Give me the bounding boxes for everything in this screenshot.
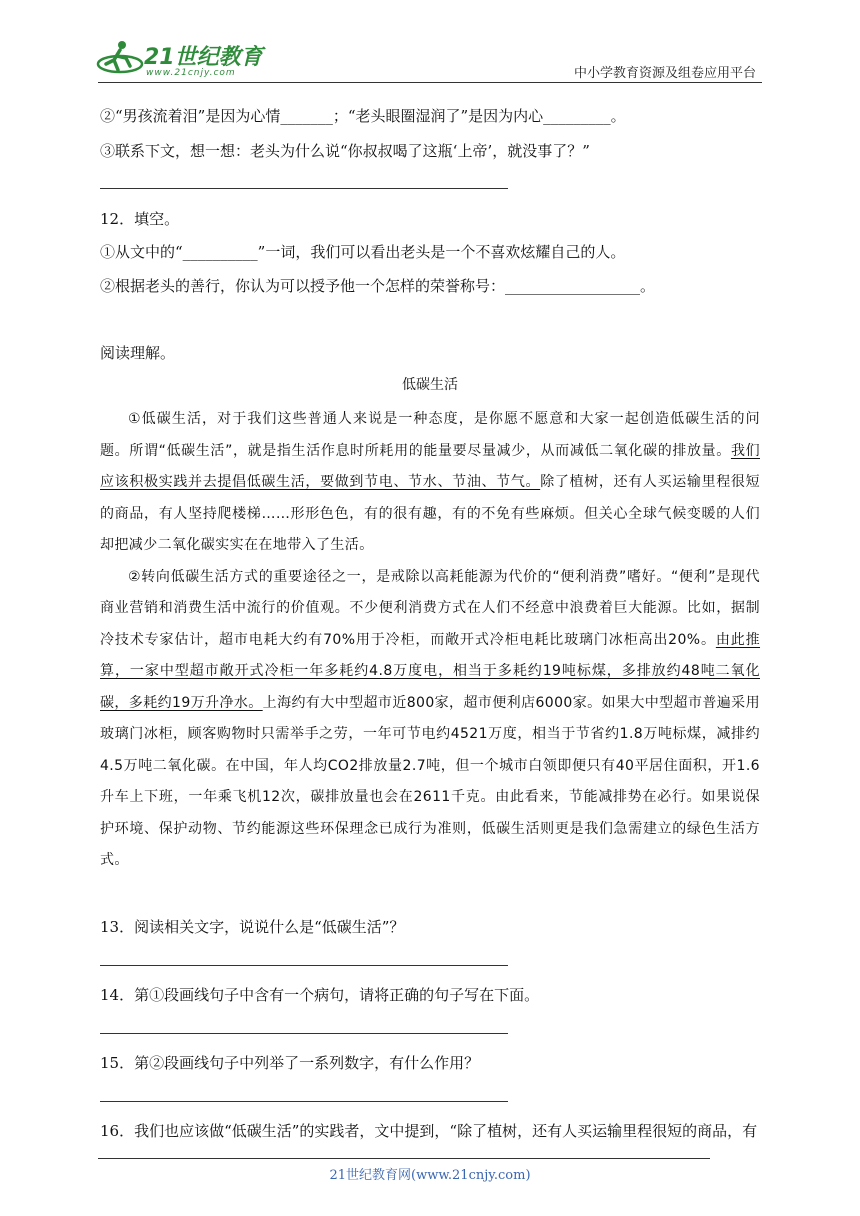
p1-text-b: 除了植树，还有人买运输里程很短的商品，有人坚持爬楼梯……形形色色，有的很有趣，有的不免有些麻烦。但关心全球气候变暖的人们却把减少二氧化碳实实在在地带入了生活。 <box>100 474 761 553</box>
p1-text-a: ①低碳生活，对于我们这些普通人来说是一种态度，是你愿不愿意和大家一起创造低碳生活的问题。所谓“低碳生活”，就是指生活作息时所耗用的能量要尽量减少，从而减低二氧化碳的排放量。 <box>100 411 760 459</box>
answer-line-q13 <box>100 965 508 966</box>
footer-rule <box>98 1158 710 1159</box>
p1-underlined-sentence: 我们应该积极实践并去提倡低碳生活，要做到节电、节水、节油、节气。 <box>100 442 760 490</box>
logo-url: www.21cnjy.com <box>146 68 236 78</box>
site-logo <box>96 38 266 82</box>
q12-item-1: ①从文中的“__________”一词，我们可以看出老头是一个不喜欢炫耀自己的人。 <box>100 243 626 261</box>
q11-item-3: ③联系下文，想一想：老头为什么说“你叔叔喝了这瓶‘上帝’，就没事了？” <box>100 142 590 160</box>
passage-paragraph-2 <box>100 562 760 877</box>
p2-text-a: ②转向低碳生活方式的重要途径之一，是戒除以高耗能源为代价的“便利消费”嗜好。“便利”是现代商业营销和消费生活中流行的价值观。不少便利消费方式在人们不经意中浪费着巨大能源。比如，据制冷技术专家估计，超市电耗大约有70%用于冷柜，而敞开式冷柜电耗比玻璃门冰柜高出20%。 <box>100 568 760 648</box>
q12-stem: 12．填空。 <box>100 210 180 228</box>
reading-instruction: 阅读理解。 <box>100 344 176 362</box>
q12-item-2: ②根据老头的善行，你认为可以授予他一个怎样的荣誉称号：__________________。 <box>100 277 656 295</box>
logo-wordmark: 21世纪教育 <box>144 45 263 70</box>
question-15: 15．第②段画线句子中列举了一系列数字，有什么作用？ <box>100 1054 480 1072</box>
p2-underlined-sentence: 由此推算，一家中型超市敞开式冷柜一年多耗约4.8万度电，相当于多耗约19吨标煤，多排放约48吨二氧化碳，多耗约19万升净水。 <box>100 631 761 711</box>
question-16: 16．我们也应该做“低碳生活”的实践者，文中提到，“除了植树，还有人买运输里程很短的商品，有 <box>100 1122 758 1140</box>
answer-line-q14 <box>100 1033 508 1034</box>
passage-paragraph-1 <box>100 404 760 562</box>
passage-body <box>100 404 760 877</box>
p2-text-b: 上海约有大中型超市近800家，超市便利店6000家。如果大中型超市普遍采用玻璃门冰柜，顾客购物时只需举手之劳，一年可节电约4521万度，相当于节省约1.8万吨标煤，减排约4.5万吨二氧化碳。在中国，年人均CO2排放量2.7吨，但一个城市白领即便只有40平居住面积，开1.6升车上下班，一年乘飞机12次，碳排放量也会在2611千克。由此看来，节能减排势在必行。如果说保护环境、保护动物、节约能源这些环保理念已成行为准则，低碳生活则更是我们急需建立的绿色生活方式。 <box>100 694 760 868</box>
answer-line-q11 <box>100 188 508 189</box>
q11-item-2: ②“男孩流着泪”是因为心情_______；“老头眼圈湿润了”是因为内心_________。 <box>100 107 626 125</box>
header-rule <box>98 82 762 83</box>
platform-name: 中小学教育资源及组卷应用平台 <box>573 66 756 81</box>
answer-line-q15 <box>100 1101 508 1102</box>
question-13: 13．阅读相关文字，说说什么是“低碳生活”？ <box>100 918 405 936</box>
footer-link[interactable]: 21世纪教育网(www.21cnjy.com) <box>329 1168 531 1183</box>
question-14: 14．第①段画线句子中含有一个病句，请将正确的句子写在下面。 <box>100 986 540 1004</box>
passage-title: 低碳生活 <box>402 377 458 393</box>
